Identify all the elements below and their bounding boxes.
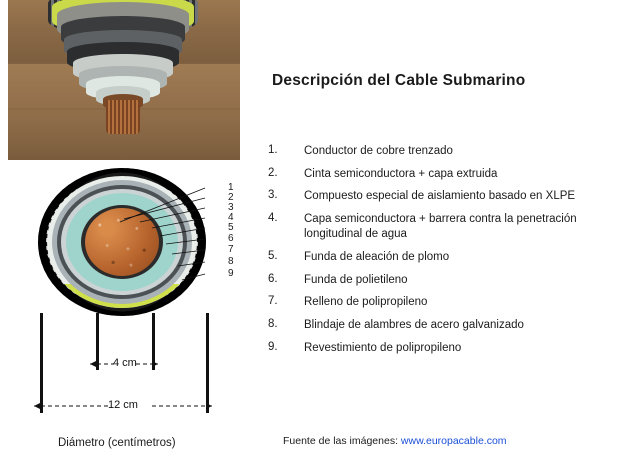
list-item xyxy=(268,212,632,242)
list-item-label: Relleno de polipropileno xyxy=(304,296,428,309)
callout-number-8: 8 xyxy=(228,256,234,267)
source-prefix: Fuente de las imágenes: xyxy=(283,435,401,447)
list-item xyxy=(268,273,632,288)
callout-number-9: 9 xyxy=(228,268,234,279)
list-item-label: Compuesto especial de aislamiento basado en XLPE xyxy=(304,190,576,203)
dimension-label-inner: 4 cm xyxy=(113,357,137,369)
source-url: www.europacable.com xyxy=(400,435,507,447)
callout-number-5: 5 xyxy=(228,222,234,233)
layer-copper-strands-texture xyxy=(85,208,159,276)
callout-number-6: 6 xyxy=(228,233,234,244)
list-item-number: 2. xyxy=(268,166,278,179)
list-item-label: Cinta semiconductora + capa extruida xyxy=(304,167,498,180)
list-item-label: Funda de polietileno xyxy=(304,273,408,286)
list-item xyxy=(268,167,632,182)
list-item xyxy=(268,318,632,333)
list-item-number: 9. xyxy=(268,340,278,353)
cable-cross-section xyxy=(38,168,208,316)
list-item xyxy=(268,189,632,204)
list-item-number: 6. xyxy=(268,272,278,285)
dimension-label-outer: 12 cm xyxy=(108,399,138,411)
callout-number-2: 2 xyxy=(228,192,234,203)
list-item-label: Blindaje de alambres de acero galvanizado xyxy=(304,318,524,331)
list-item-number: 4. xyxy=(268,212,278,225)
list-item-label: Capa semiconductora + barrera contra la penetración longitudinal de agua xyxy=(304,213,577,241)
list-item-label: Revestimiento de polipropileno xyxy=(304,341,462,354)
list-item-number: 8. xyxy=(268,317,278,330)
callout-number-4: 4 xyxy=(228,212,234,223)
list-item xyxy=(268,295,632,310)
description-list xyxy=(268,144,632,363)
list-item xyxy=(268,250,632,265)
callout-number-3: 3 xyxy=(228,202,234,213)
cable-end-photo xyxy=(48,0,198,138)
dimension-bar-inner-right xyxy=(152,313,155,370)
dimension-bar-outer-right xyxy=(206,313,209,413)
cable-photo xyxy=(8,0,240,160)
callout-number-7: 7 xyxy=(228,244,234,255)
list-item-number: 7. xyxy=(268,295,278,308)
list-item-label: Conductor de cobre trenzado xyxy=(304,145,453,157)
list-item-label: Funda de aleación de plomo xyxy=(304,250,450,263)
photo-copper-conductor xyxy=(106,100,140,134)
dimension-bar-inner-left xyxy=(96,313,99,370)
diagram-caption: Diámetro (centímetros) xyxy=(58,437,176,449)
list-item-number: 3. xyxy=(268,189,278,202)
callout-number-1: 1 xyxy=(228,182,234,193)
list-item-number: 5. xyxy=(268,249,278,262)
page-title: Descripción del Cable Submarino xyxy=(272,72,526,89)
list-item xyxy=(268,144,632,159)
list-item-number: 1. xyxy=(268,144,278,156)
source-credit xyxy=(283,435,507,447)
list-item xyxy=(268,341,632,356)
dimension-bar-outer-left xyxy=(40,313,43,413)
